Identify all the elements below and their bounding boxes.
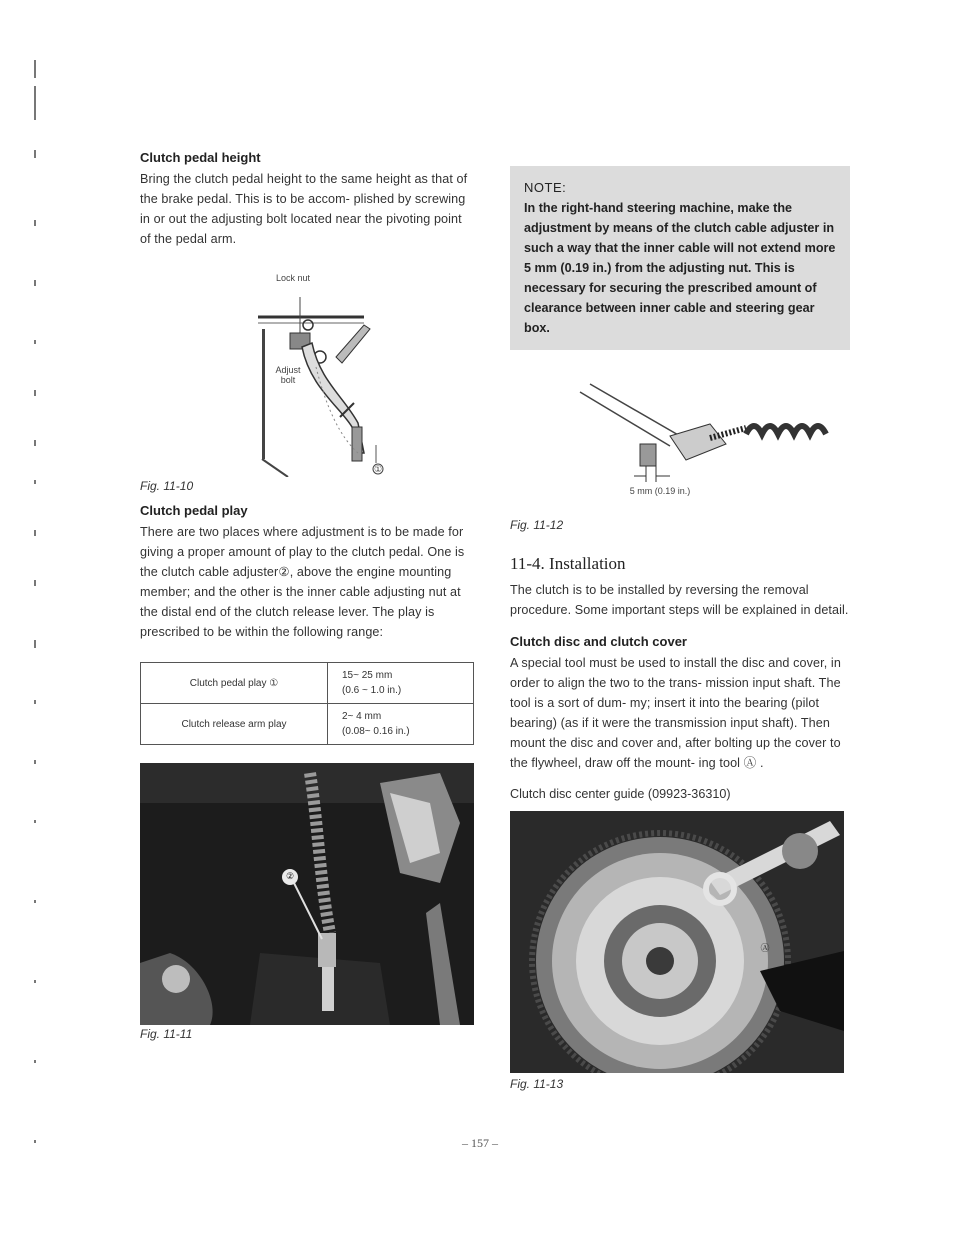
engine-bay-photo [140, 763, 474, 1025]
pedal-height-heading: Clutch pedal height [140, 150, 261, 165]
right-column [510, 166, 850, 1091]
spec-label: Clutch release arm play [141, 704, 328, 745]
disc-cover-section [510, 634, 850, 773]
pedal-height-section [140, 150, 474, 249]
table-row [141, 663, 474, 704]
left-column [140, 150, 474, 1041]
photo-clutch-cable-adjuster [140, 763, 474, 1025]
lock-nut-label: Lock nut [276, 273, 311, 283]
disc-cover-text: A special tool must be used to install the disc and cover, in order to align the two to the trans- mission input shaft. The tool is a sort of dum- my; insert it into the bearing (pilot bearing) (as if it were the transmission input shaft). Then mount the disc and cover and, after bolting up the cover to the flywheel, draw off the mount- ing tool Ⓐ . [510, 656, 841, 770]
marker-a: Ⓐ [760, 943, 770, 953]
clutch-assembly-photo [510, 811, 844, 1073]
installation-text: The clutch is to be installed by reversing the removal procedure. Some important steps will be explained in detail. [510, 583, 849, 617]
note-title: NOTE: [524, 180, 567, 195]
section-title-installation: 11-4. Installation [510, 554, 626, 573]
marker-2: ② [285, 871, 295, 881]
spec-value-in: (0.08~ 0.16 in.) [342, 726, 410, 737]
photo-clutch-disc-install [510, 811, 844, 1073]
spec-value-in: (0.6 ~ 1.0 in.) [342, 685, 402, 696]
pedal-play-heading: Clutch pedal play [140, 503, 248, 518]
center-guide-label: Clutch disc center guide (09923-36310) [510, 787, 731, 801]
caption-fig-11-13: Fig. 11-13 [510, 1077, 564, 1091]
caption-fig-11-10: Fig. 11-10 [140, 479, 194, 493]
dimension-label: 5 mm (0.19 in.) [629, 486, 691, 496]
pedal-play-text: There are two places where adjustment is to be made for giving a proper amount of play to the clutch pedal. One is the clutch cable adjuster②, above the engine mounting member; and the other is the inner cable adjusting nut at the distal end of the clutch release lever. The play is prescribed to be within the following range: [140, 525, 465, 639]
marker-1: ① [373, 464, 383, 474]
play-spec-table [140, 662, 474, 745]
scan-margin-marks [28, 60, 52, 1180]
table-row [141, 704, 474, 745]
figure-11-12 [510, 374, 850, 514]
spec-label: Clutch pedal play ① [141, 663, 328, 704]
figure-11-10 [140, 273, 474, 497]
note-text: In the right-hand steering machine, make the adjustment by means of the clutch cable adjuster in such a way that the inner cable will not extend more 5 mm (0.19 in.) from the adjusting nut. This is necessary for securing the prescribed amount of clearance between inner cable and steering gear box. [524, 201, 836, 335]
adjust-bolt-label: Adjust bolt [275, 365, 301, 385]
pedal-play-section [140, 503, 474, 642]
disc-cover-heading: Clutch disc and clutch cover [510, 634, 687, 649]
spec-value-mm: 2~ 4 mm [342, 711, 382, 722]
spec-value-mm: 15~ 25 mm [342, 670, 393, 681]
page-number: – 157 – [462, 1136, 498, 1150]
caption-fig-11-11: Fig. 11-11 [140, 1027, 193, 1041]
caption-fig-11-12: Fig. 11-12 [510, 518, 564, 532]
note-box [510, 166, 850, 350]
pedal-height-text: Bring the clutch pedal height to the same height as that of the brake pedal. This is to be accom- plished by screwing in or out the adjusting bolt located near the pivoting point of the pedal arm. [140, 172, 468, 246]
